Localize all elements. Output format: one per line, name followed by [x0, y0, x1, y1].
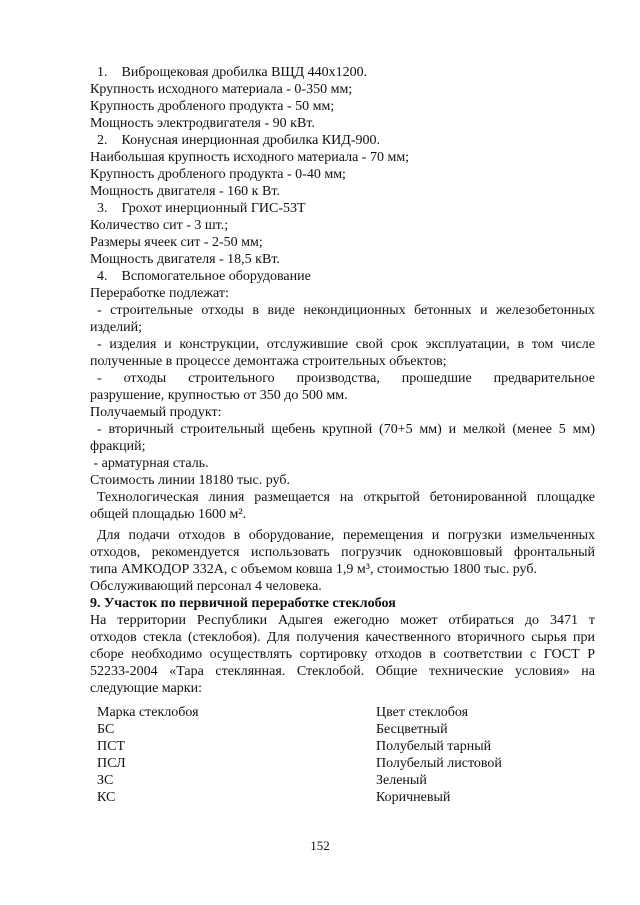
text-line: отходов стекла (стеклобоя). Для получения качественного вторичного сырья при: [90, 630, 595, 645]
text-line: Размеры ячеек сит - 2-50 мм;: [90, 235, 263, 250]
table-cell-grade: БС: [97, 722, 115, 737]
text-line: Получаемый продукт:: [90, 405, 222, 420]
text-line: Мощность электродвигателя - 90 кВт.: [90, 116, 315, 131]
text-line: Крупность дробленого продукта - 0-40 мм;: [90, 167, 346, 182]
list-item-3: 3. Грохот инерционный ГИС-53Т: [97, 201, 306, 216]
text-line: - отходы строительного производства, прошедшие предварительное: [97, 371, 595, 386]
text-line: На территории Республики Адыгея ежегодно может отбираться до 3471 т: [90, 613, 595, 628]
text-line: Обслуживающий персонал 4 человека.: [90, 579, 322, 594]
table-cell-color: Полубелый тарный: [376, 739, 492, 754]
text-line: - строительные отходы в виде некондиционных бетонных и железобетонных: [97, 303, 595, 318]
text-line: Мощность двигателя - 160 к Вт.: [90, 184, 280, 199]
list-item-4: 4. Вспомогательное оборудование: [97, 269, 311, 284]
table-header-color: Цвет стеклобоя: [376, 705, 469, 720]
text-line: Крупность дробленого продукта - 50 мм;: [90, 99, 335, 114]
table-header-grade: Марка стеклобоя: [97, 705, 199, 720]
text-line: изделий;: [90, 320, 142, 335]
text-line: типа АМКОДОР 332А, с объемом ковша 1,9 м³, стоимостью 1800 тыс. руб.: [90, 562, 537, 577]
text-line: Количество сит - 3 шт.;: [90, 218, 229, 233]
table-cell-color: Бесцветный: [376, 722, 448, 737]
text-line: 52233-2004 «Тара стеклянная. Стеклобой. Общие технические условия» на: [90, 664, 595, 679]
text-line: Технологическая линия размещается на открытой бетонированной площадке: [97, 490, 595, 505]
table-cell-grade: ПСЛ: [97, 756, 126, 771]
text-line: - арматурная сталь.: [90, 456, 209, 471]
text-line: Для подачи отходов в оборудование, перемещения и погрузки измельченных: [97, 528, 595, 543]
text-line: разрушение, крупностью от 350 до 500 мм.: [90, 388, 348, 403]
text-line: Стоимость линии 18180 тыс. руб.: [90, 473, 290, 488]
text-line: следующие марки:: [90, 681, 202, 696]
table-cell-grade: КС: [97, 790, 116, 805]
list-item-2: 2. Конусная инерционная дробилка КИД-900.: [97, 133, 381, 148]
table-cell-color: Коричневый: [376, 790, 451, 805]
text-line: сборе необходимо осуществлять сортировку отходов в соответствии с ГОСТ Р: [90, 647, 595, 662]
text-line: фракций;: [90, 439, 146, 454]
text-line: полученные в процессе демонтажа строительных объектов;: [90, 354, 447, 369]
section-heading: 9. Участок по первичной переработке стеклобоя: [90, 596, 396, 611]
text-line: - вторичный строительный щебень крупной (70+5 мм) и мелкой (менее 5 мм): [97, 422, 595, 437]
table-cell-color: Зеленый: [376, 773, 427, 788]
text-line: общей площадью 1600 м².: [90, 507, 247, 522]
table-cell-color: Полубелый листовой: [376, 756, 502, 771]
text-line: Мощность двигателя - 18,5 кВт.: [90, 252, 280, 267]
text-line: отходов, рекомендуется использовать погрузчик одноковшовый фронтальный: [90, 545, 595, 560]
list-item-1: 1. Виброщековая дробилка ВЩД 440х1200.: [97, 65, 368, 80]
table-cell-grade: ПСТ: [97, 739, 125, 754]
text-line: Крупность исходного материала - 0-350 мм;: [90, 82, 353, 97]
text-line: - изделия и конструкции, отслужившие свой срок эксплуатации, в том числе: [97, 337, 595, 352]
page-number: 152: [310, 838, 330, 853]
table-cell-grade: ЗС: [97, 773, 114, 788]
text-line: Переработке подлежат:: [90, 286, 229, 301]
text-line: Наибольшая крупность исходного материала - 70 мм;: [90, 150, 410, 165]
